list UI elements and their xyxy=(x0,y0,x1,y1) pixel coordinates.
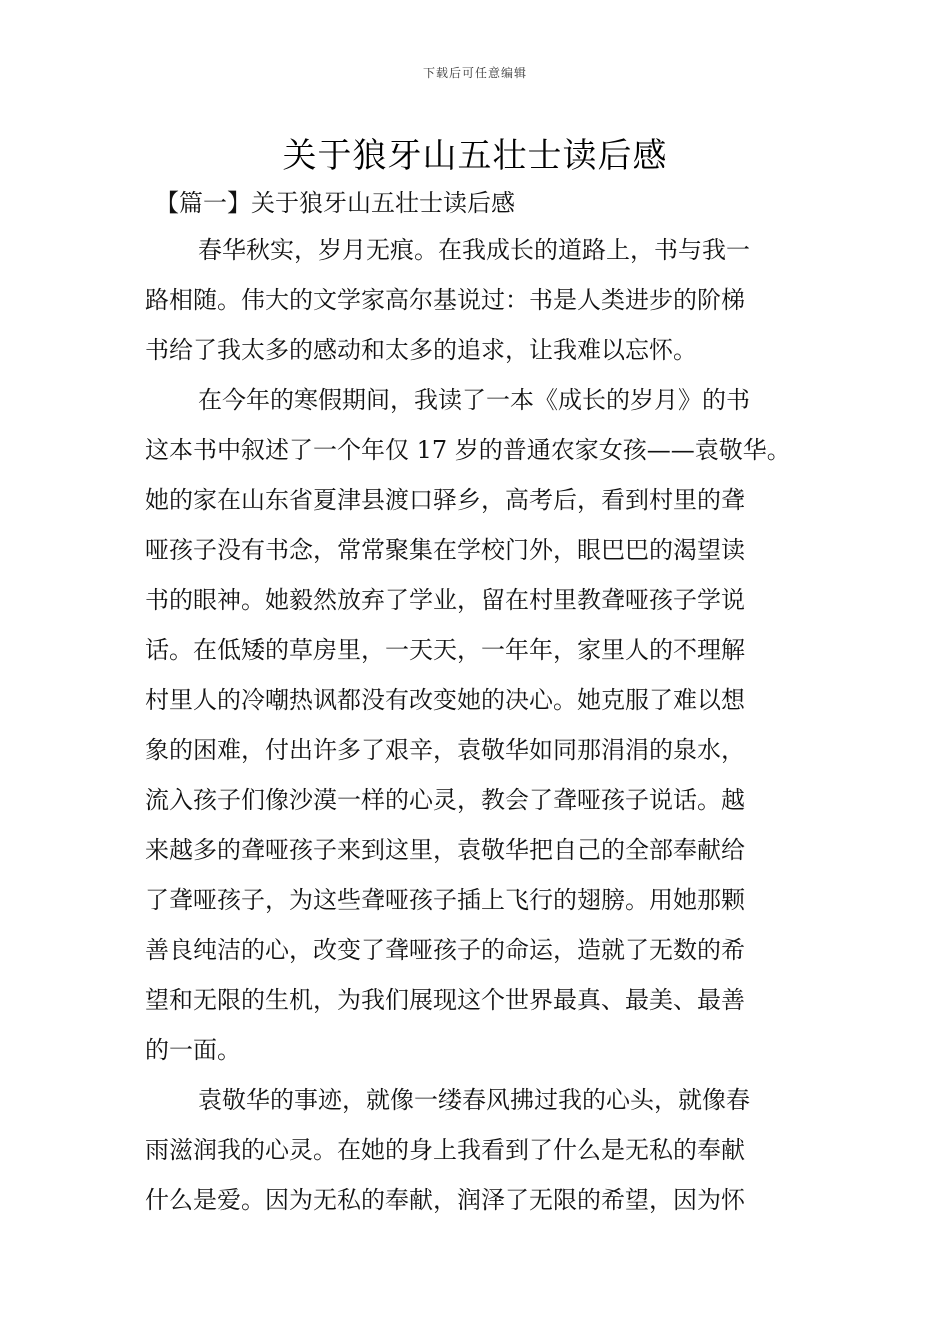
paragraph-2-line-9: 流入孩子们像沙漠一样的心灵，教会了聋哑孩子说话。越 xyxy=(145,786,745,814)
paragraph-2-line-8: 象的困难，付出许多了艰辛，袁敬华如同那涓涓的泉水， xyxy=(145,736,745,764)
section-heading: 【篇一】关于狼牙山五壮士读后感 xyxy=(155,189,515,217)
paragraph-3-line-2: 雨滋润我的心灵。在她的身上我看到了什么是无私的奉献 xyxy=(145,1136,745,1164)
paragraph-1-line-3: 书给了我太多的感动和太多的追求，让我难以忘怀。 xyxy=(145,336,697,364)
document-title: 关于狼牙山五壮士读后感 xyxy=(282,136,668,176)
paragraph-2-line-4: 哑孩子没有书念，常常聚集在学校门外，眼巴巴的渴望读 xyxy=(145,536,745,564)
paragraph-2-line-5: 书的眼神。她毅然放弃了学业，留在村里教聋哑孩子学说 xyxy=(145,586,745,614)
body-text xyxy=(145,225,810,1225)
paragraph-2-line-2: 这本书中叙述了一个年仅 17 岁的普通农家女孩——袁敬华。 xyxy=(145,436,791,464)
paragraph-2-line-3: 她的家在山东省夏津县渡口驿乡，高考后，看到村里的聋 xyxy=(145,486,745,514)
paragraph-2-line-6: 话。在低矮的草房里，一天天，一年年，家里人的不理解 xyxy=(145,636,745,664)
paragraph-2-line-10: 来越多的聋哑孩子来到这里，袁敬华把自己的全部奉献给 xyxy=(145,836,745,864)
paragraph-2-line-14: 的一面。 xyxy=(145,1036,241,1064)
paragraph-1-line-1: 春华秋实，岁月无痕。在我成长的道路上，书与我一 xyxy=(198,236,750,264)
paragraph-3-line-1: 袁敬华的事迹，就像一缕春风拂过我的心头，就像春 xyxy=(198,1086,750,1114)
paragraph-1-line-2: 路相随。伟大的文学家高尔基说过：书是人类进步的阶梯 xyxy=(145,286,745,314)
paragraph-2-line-11: 了聋哑孩子，为这些聋哑孩子插上飞行的翅膀。用她那颗 xyxy=(145,886,745,914)
paragraph-2-line-13: 望和无限的生机，为我们展现这个世界最真、最美、最善 xyxy=(145,986,745,1014)
paragraph-3-line-3: 什么是爱。因为无私的奉献，润泽了无限的希望，因为怀 xyxy=(145,1186,745,1214)
paragraph-2-line-7: 村里人的冷嘲热讽都没有改变她的决心。她克服了难以想 xyxy=(145,686,745,714)
paragraph-2-line-1: 在今年的寒假期间，我读了一本《成长的岁月》的书 xyxy=(198,386,750,414)
paragraph-2-line-12: 善良纯洁的心，改变了聋哑孩子的命运，造就了无数的希 xyxy=(145,936,745,964)
header-note: 下载后可任意编辑 xyxy=(422,66,527,80)
